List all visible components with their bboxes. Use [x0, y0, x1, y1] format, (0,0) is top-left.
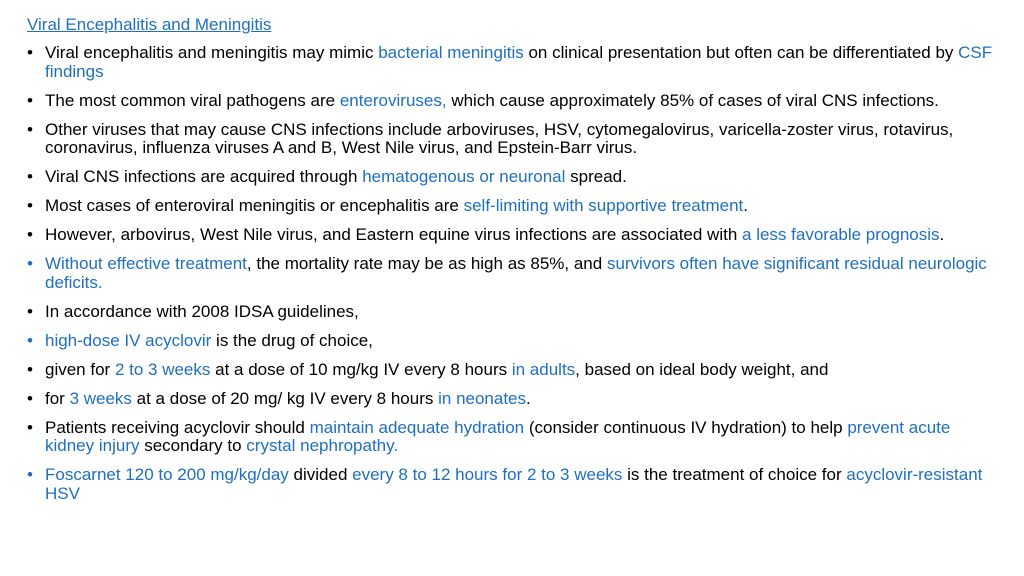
- bullet-dot-icon: •: [27, 90, 33, 110]
- bullet-text: Other viruses that may cause CNS infections include arboviruses, HSV, cytomegalovirus, varicella-zoster virus, rotavirus, coronavirus, influenza viruses A and B, West Nile virus, and Epstein-Barr virus.: [45, 119, 954, 157]
- bullet-text: , based on ideal body weight, and: [575, 359, 829, 379]
- highlighted-text: high-dose IV acyclovir: [45, 330, 212, 350]
- bullet-text: .: [939, 225, 945, 244]
- bullet-text: Viral CNS infections are acquired through: [45, 167, 363, 186]
- bullet-item: [27, 466, 995, 503]
- bullet-item: [27, 361, 995, 380]
- bullet-text: given for: [45, 359, 115, 379]
- bullet-text: .: [743, 196, 748, 215]
- bullet-list: [27, 44, 995, 514]
- bullet-text: secondary to: [139, 436, 247, 455]
- highlighted-text: hematogenous or neuronal: [362, 167, 566, 186]
- bullet-item: [27, 303, 995, 322]
- bullet-text: The most common viral pathogens are: [45, 90, 340, 110]
- bullet-item: [27, 121, 995, 158]
- bullet-item: [27, 390, 995, 409]
- bullet-dot-icon: •: [27, 43, 33, 62]
- bullet-dot-icon: •: [27, 301, 33, 321]
- bullet-item: [27, 255, 995, 292]
- bullet-dot-icon: •: [27, 167, 33, 186]
- bullet-text: .: [526, 388, 531, 408]
- bullet-dot-icon: •: [27, 417, 33, 437]
- highlighted-text: acyclovir-resistant HSV: [45, 465, 983, 503]
- bullet-text: which cause approximately 85% of cases of viral CNS infections.: [446, 90, 939, 110]
- bullet-text: (consider continuous IV hydration) to help: [524, 417, 848, 437]
- bullet-item: [27, 197, 995, 216]
- bullet-dot-icon: •: [27, 225, 33, 244]
- bullet-dot-icon: •: [27, 465, 33, 484]
- bullet-text: Most cases of enteroviral meningitis or encephalitis are: [45, 196, 464, 215]
- highlighted-text: bacterial meningitis: [378, 43, 524, 62]
- highlighted-text: CSF findings: [45, 43, 993, 81]
- bullet-dot-icon: •: [27, 359, 33, 379]
- highlighted-text: in neonates: [438, 388, 527, 408]
- bullet-text: Viral encephalitis and meningitis may mimic: [45, 43, 379, 62]
- bullet-text: , the mortality rate may be as high as 85%, and: [246, 254, 607, 273]
- highlighted-text: a less favorable prognosis: [742, 225, 940, 244]
- bullet-text: divided: [288, 465, 353, 484]
- bullet-dot-icon: •: [27, 254, 33, 273]
- bullet-text: at a dose of 20 mg/ kg IV every 8 hours: [131, 388, 439, 408]
- slide-title[interactable]: Viral Encephalitis and Meningitis: [27, 15, 272, 34]
- bullet-text: In accordance with 2008 IDSA guidelines,: [45, 301, 359, 321]
- highlighted-text: survivors often have significant residual neurologic deficits.: [45, 254, 987, 292]
- bullet-dot-icon: •: [27, 119, 33, 139]
- highlighted-text: 2 to 3 weeks: [114, 359, 211, 379]
- bullet-text: is the treatment of choice for: [622, 465, 847, 484]
- highlighted-text: self-limiting with supportive treatment: [463, 196, 744, 215]
- highlighted-text: maintain adequate hydration: [309, 417, 525, 437]
- highlighted-text: every 8 to 12 hours for 2 to 3 weeks: [352, 465, 623, 484]
- bullet-item: [27, 419, 995, 456]
- bullet-item: [27, 226, 995, 245]
- bullet-text: for: [45, 388, 70, 408]
- bullet-text: However, arbovirus, West Nile virus, and Eastern equine virus infections are associated with: [45, 225, 743, 244]
- highlighted-text: 3 weeks: [69, 388, 132, 408]
- highlighted-text: Without effective treatment: [45, 254, 247, 273]
- bullet-dot-icon: •: [27, 330, 33, 350]
- bullet-text: is the drug of choice,: [211, 330, 373, 350]
- bullet-item: [27, 332, 995, 351]
- bullet-text: Patients receiving acyclovir should: [45, 417, 310, 437]
- bullet-item: [27, 168, 995, 187]
- bullet-dot-icon: •: [27, 388, 33, 408]
- highlighted-text: enteroviruses,: [339, 90, 447, 110]
- highlighted-text: prevent acute kidney injury: [45, 417, 951, 455]
- highlighted-text: in adults: [511, 359, 576, 379]
- highlighted-text: crystal nephropathy.: [246, 436, 399, 455]
- highlighted-text: Foscarnet 120 to 200 mg/kg/day: [45, 465, 289, 484]
- bullet-item: [27, 44, 995, 81]
- bullet-item: [27, 92, 995, 111]
- bullet-text: at a dose of 10 mg/kg IV every 8 hours: [210, 359, 512, 379]
- bullet-dot-icon: •: [27, 196, 33, 215]
- bullet-text: on clinical presentation but often can be differentiated by: [523, 43, 959, 62]
- bullet-text: spread.: [565, 167, 627, 186]
